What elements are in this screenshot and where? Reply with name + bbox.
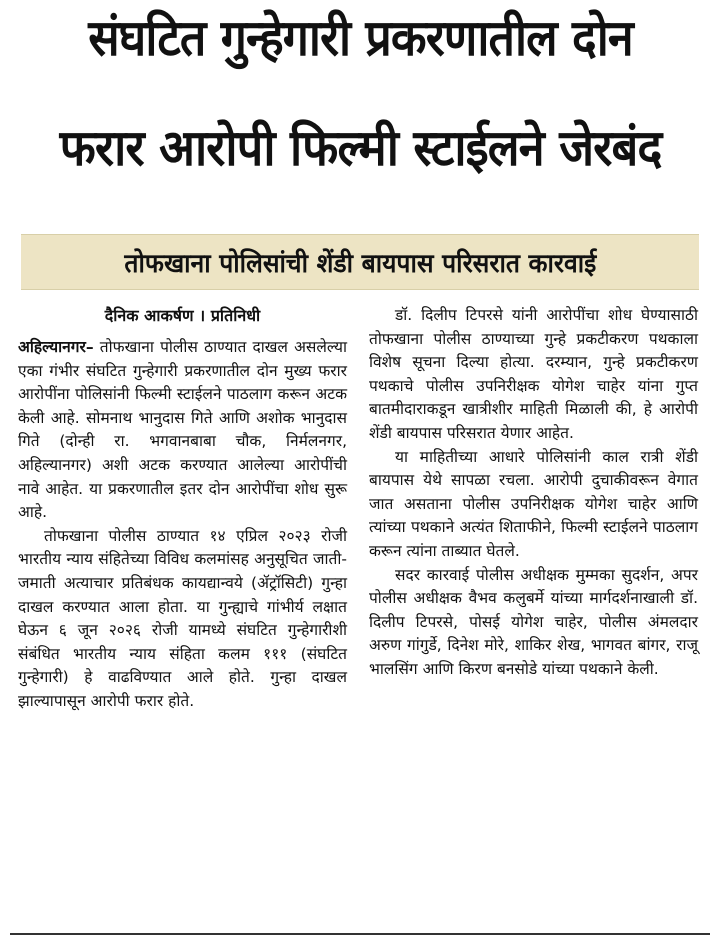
byline: दैनिक आकर्षण । प्रतिनिधी <box>104 306 261 325</box>
article-column-left <box>18 304 347 714</box>
dateline: अहिल्यानगर– <box>18 338 94 356</box>
footer-rule <box>10 933 710 935</box>
paragraph-text: तोफखाना पोलीस ठाण्यात दाखल असलेल्या एका गंभीर संघटित गुन्हेगारी प्रकरणातील दोन मुख्य फरार आरोपींना पोलिसांनी फिल्मी स्टाईलने पाठलाग करून अटक केली आहे. सोमनाथ भानुदास गिते आणि अशोक भानुदास गिते (दोन्ही रा. भगवानबाबा चौक, निर्मलनगर, अहिल्यानगर) अशी अटक करण्यात आलेल्या आरोपींची नावे आहेत. या प्रकरणातील इतर दोन आरोपींचा शोध सुरू आहे. <box>18 338 347 522</box>
article-paragraph: तोफखाना पोलीस ठाण्यात १४ एप्रिल २०२३ रोजी भारतीय न्याय संहितेच्या विविध कलमांसह अनुसूचित जाती-जमाती अत्याचार प्रतिबंधक कायद्यान्वये (ॲट्रॉसिटी) गुन्हा दाखल करण्यात आला होता. या गुन्ह्याचे गांभीर्य लक्षात घेऊन ६ जून २०२६ रोजी यामध्ये संघटित गुन्हेगारीशी संबंधित भारतीय न्याय संहिता कलम १११ (संघटित गुन्हेगारी) हे वाढविण्यात आले होते. गुन्हा दाखल झाल्यापासून आरोपी फरार होते. <box>18 526 347 710</box>
subheadline-text: तोफखाना पोलिसांची शेंडी बायपास परिसरात कारवाई <box>124 249 596 279</box>
article-paragraph: डॉ. दिलीप टिपरसे यांनी आरोपींचा शोध घेण्यासाठी तोफखाना पोलीस ठाण्याच्या गुन्हे प्रकटीकरण पथकाला विशेष सूचना दिल्या होत्या. दरम्यान, गुन्हे प्रकटीकरण पथकाचे पोलीस उपनिरीक्षक योगेश चाहेर यांना गुप्त बातमीदाराकडून खात्रीशीर माहिती मिळाली की, हे आरोपी शेंडी बायपास परिसरात येणार आहेत. <box>369 306 698 442</box>
headline-line-2: फरार आरोपी फिल्मी स्टाईलने जेरबंद <box>59 119 662 177</box>
article-paragraph: या माहितीच्या आधारे पोलिसांनी काल रात्री शेंडी बायपास येथे सापळा रचला. आरोपी दुचाकीवरून वेगात जात असताना पोलीस उपनिरीक्षक योगेश चाहेर आणि त्यांच्या पथकाने अत्यंत शिताफीने, फिल्मी स्टाईलने पाठलाग करून त्यांना ताब्यात घेतले. <box>369 447 698 560</box>
subheadline-banner <box>21 234 699 290</box>
headline-line-1: संघटित गुन्हेगारी प्रकरणातील दोन <box>88 9 633 67</box>
article-paragraph: सदर कारवाई पोलीस अधीक्षक मुम्मका सुदर्शन, अपर पोलीस अधीक्षक वैभव कलुबर्मे यांच्या मार्गदर्शनाखाली डॉ. दिलीप टिपरसे, पोसई योगेश चाहेर, पोलीस अंमलदार अरुण गांगुर्डे, दिनेश मोरे, शाकिर शेख, भागवत बांगर, राजू भालसिंग आणि किरण बनसोडे यांच्या पथकाने केली. <box>369 565 698 678</box>
article-column-right <box>369 304 698 682</box>
article-paragraph <box>18 336 347 525</box>
